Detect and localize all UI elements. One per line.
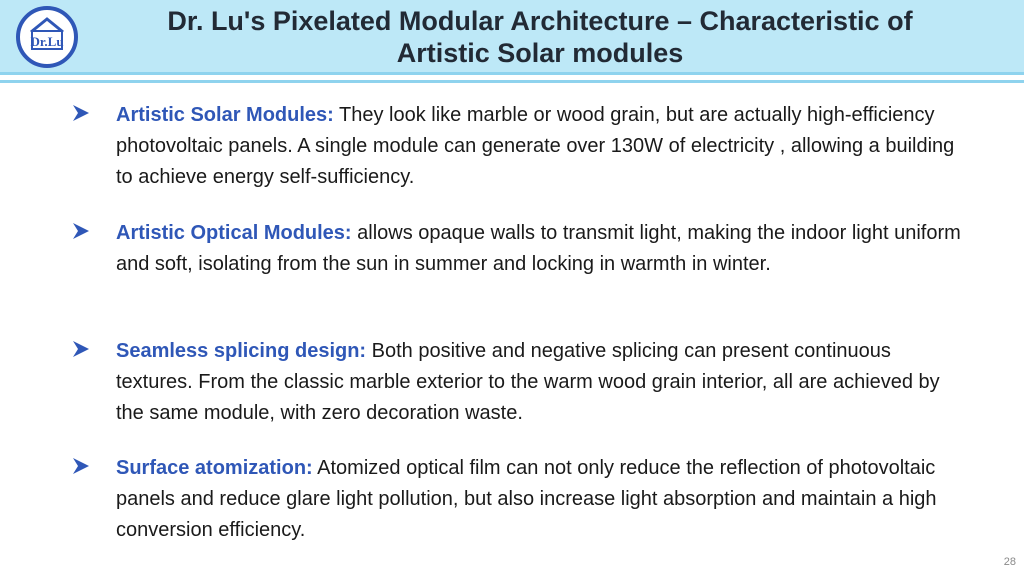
arrow-bullet-icon [72,104,90,122]
page-number: 28 [1003,556,1016,568]
bullet-term: Seamless splicing design: [116,340,367,362]
bullet-text [116,453,972,546]
logo [14,4,80,70]
arrow-bullet-icon [72,222,90,240]
header-divider [0,72,1024,75]
bullet-description: They look like marble or wood grain, but are actually high-efficiency photovoltaic panels. A single module can generate over 130W of electricity , allowing a building to achieve energy self-sufficiency. [116,104,955,188]
title-line-1: Dr. Lu's Pixelated Modular Architecture – Characteristic of [167,6,913,36]
bullet-description: Atomized optical film can not only reduce the reflection of photovoltaic panels and reduce glare light pollution, but also increase light absorption and maintain a high conversion efficiency. [116,457,937,541]
bullet-text [116,336,972,429]
logo-text: Dr.Lu [30,34,64,49]
header-divider [0,80,1024,83]
title-line-2: Artistic Solar modules [396,38,684,68]
bullet-term: Surface atomization: [116,457,313,479]
bullet-text [116,218,972,280]
bullet-term: Artistic Optical Modules: [116,222,352,244]
slide-title [100,5,980,69]
bullet-description: allows opaque walls to transmit light, making the indoor light uniform and soft, isolating from the sun in summer and locking in warmth in winter. [116,222,961,275]
bullet-term: Artistic Solar Modules: [116,104,334,126]
arrow-bullet-icon [72,340,90,358]
bullet-description: Both positive and negative splicing can present continuous textures. From the classic marble exterior to the warm wood grain interior, all are achieved by the same module, with zero decoration waste. [116,340,940,424]
bullet-text [116,100,972,193]
arrow-bullet-icon [72,457,90,475]
